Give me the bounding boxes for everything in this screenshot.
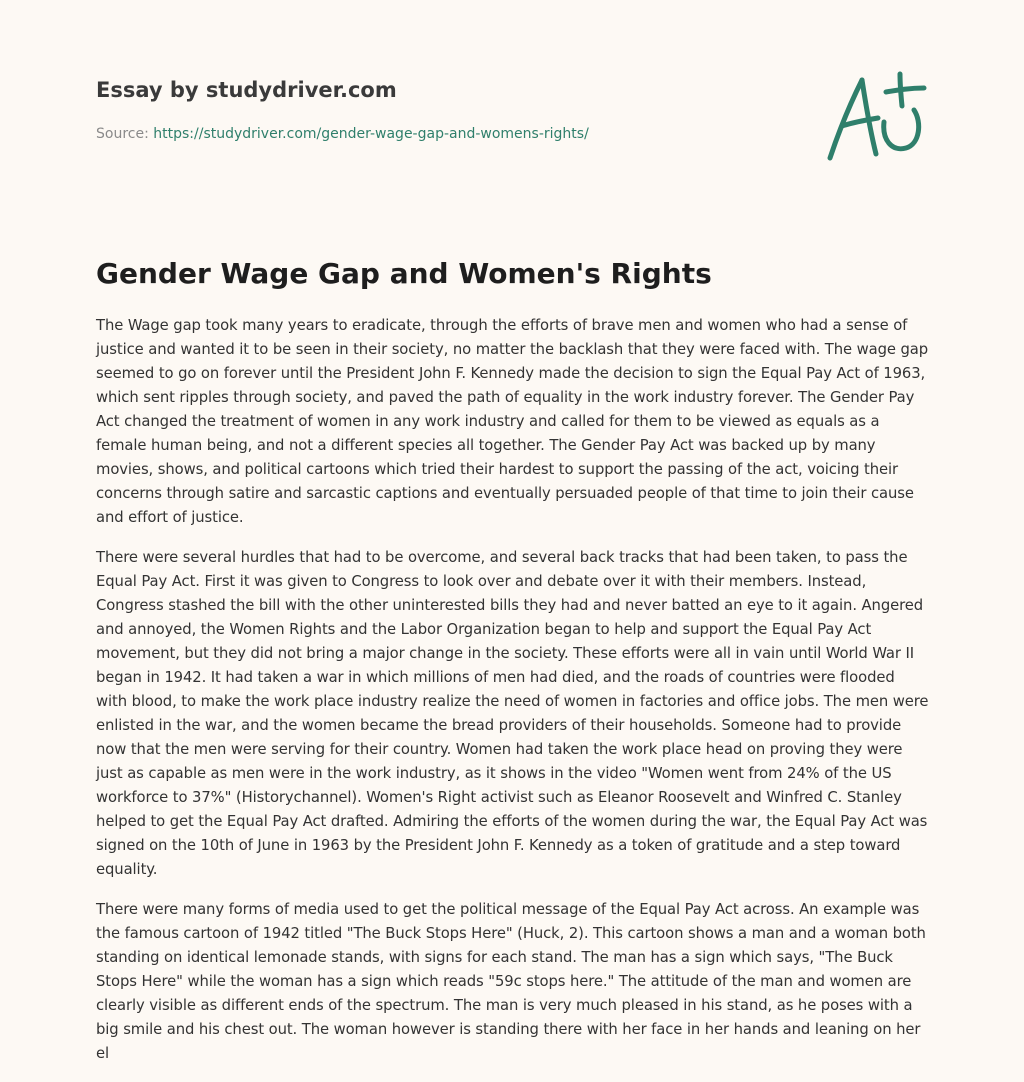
source-label: Source: bbox=[96, 126, 154, 142]
page-header bbox=[96, 76, 796, 144]
essay-paragraph: The Wage gap took many years to eradicate, through the efforts of brave men and women who had a sense of justice and wanted it to be seen in their society, no matter the backlash that they were faced with. The wage gap seemed to go on forever until the President John F. Kennedy made the decision to sign the Equal Pay Act of 1963, which sent ripples through society, and paved the path of equality in the work industry forever. The Gender Pay Act changed the treatment of women in any work industry and called for them to be viewed as equals as a female human being, and not a different species all together. The Gender Pay Act was backed up by many movies, shows, and political cartoons which tried their hardest to support the passing of the act, voicing their concerns through satire and sarcastic captions and eventually persuaded people of that time to join their cause and effort of justice. bbox=[96, 317, 929, 526]
source-line bbox=[96, 124, 796, 144]
essay-title: Gender Wage Gap and Women's Rights bbox=[96, 257, 712, 290]
essay-paragraph: There were several hurdles that had to be overcome, and several back tracks that had been taken, to pass the Equal Pay Act. First it was given to Congress to look over and debate over it with their members. Instead, Congress stashed the bill with the other uninterested bills they had and never batted an eye to it again. Angered and annoyed, the Women Rights and the Labor Organization began to help and support the Equal Pay Act movement, but they did not bring a major change in the society. These efforts were all in vain until World War II began in 1942. It had taken a war in which millions of men had died, and the roads of countries were flooded with blood, to make the work place industry realize the need of women in factories and office jobs. The men were enlisted in the war, and the women became the bread providers of their households. Someone had to provide now that the men were serving for their country. Women had taken the work place head on proving they were just as capable as men were in the work industry, as it shows in the video "Women went from 24% of the US workforce to 37%" (Historychannel). Women's Right activist such as Eleanor Roosevelt and Winfred C. Stanley helped to get the Equal Pay Act drafted. Admiring the efforts of the women during the war, the Equal Pay Act was signed on the 10th of June in 1963 by the President John F. Kennedy as a token of gratitude and a step toward equality. bbox=[96, 549, 929, 878]
essay-body bbox=[96, 314, 930, 1082]
brand-title: Essay by studydriver.com bbox=[96, 78, 397, 102]
a-plus-logo-icon bbox=[818, 66, 930, 166]
essay-paragraph: There were many forms of media used to get the political message of the Equal Pay Act across. An example was the famous cartoon of 1942 titled "The Buck Stops Here" (Huck, 2). This cartoon shows a man and a woman both standing on identical lemonade stands, with signs for each stand. The man has a sign which says, "The Buck Stops Here" while the woman has a sign which reads "59c stops here." The attitude of the man and women are clearly visible as different ends of the spectrum. The man is very much pleased in his stand, as he poses with a big smile and his chest out. The woman however is standing there with her face in her hands and leaning on her el bbox=[96, 901, 926, 1062]
source-link[interactable]: https://studydriver.com/gender-wage-gap-and-womens-rights/ bbox=[153, 126, 589, 142]
